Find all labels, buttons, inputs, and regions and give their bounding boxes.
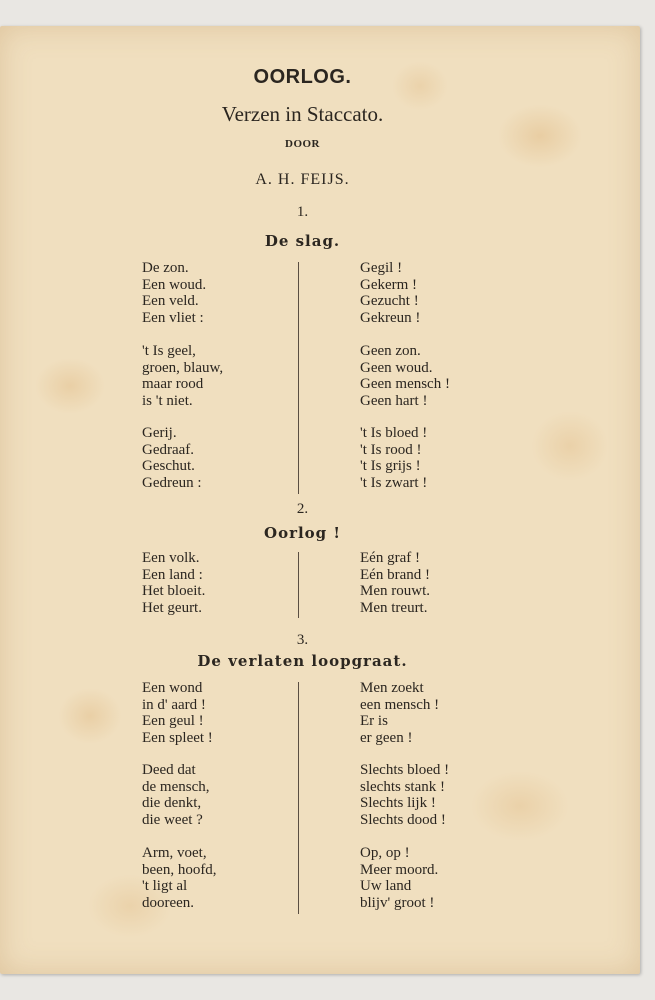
verse-line: Gedreun : [142,474,202,491]
verse-line: Het bloeit. [142,583,206,599]
verse-line: Het geurt. [142,599,202,616]
verse-line: Men treurt. [360,599,428,616]
verse-line: Arm, voet, [142,845,207,861]
verse-line: Meer moord. [360,861,439,878]
stanza-right [360,425,427,491]
verse-line: een mensch ! [360,696,440,713]
stanza-right [360,762,449,828]
column-divider [298,552,299,618]
verse-line: Op, op ! [360,845,410,861]
column-divider [298,682,299,914]
verse-line: Gekerm ! [360,276,418,293]
stanza-right [360,343,450,409]
verse-line: in d' aard ! [142,696,206,713]
stanza-right [360,550,430,616]
verse-line: Men rouwt. [360,583,430,599]
verse-line: Een veld. [142,293,199,309]
verse-line: maar rood [142,376,204,392]
verse-line: is 't niet. [142,392,193,409]
verse-line: Slechts dood ! [360,811,446,828]
verse-line: groen, blauw, [142,359,224,376]
verse-line: Een wond [142,680,203,696]
verse-line: 't Is bloed ! [360,425,428,441]
section-heading: De verlaten loopgraat. [197,652,408,670]
verse-line: 't Is zwart ! [360,474,428,491]
poem-subtitle: Verzen in Staccato. [221,102,384,126]
verse-line: Uw land [360,878,412,894]
verse-line: Geen zon. [360,343,421,359]
stanza-left [142,762,209,828]
stanza-left [142,343,223,409]
stanza-left [142,680,213,746]
verse-line: Gedraaf. [142,441,195,458]
verse-line: blijv' groot ! [360,894,435,911]
verse-line: Geschut. [142,458,195,474]
verse-line: de mensch, [142,778,210,795]
verse-line: Men zoekt [360,680,424,696]
section-heading: Oorlog ! [264,524,341,542]
verse-line: Gegil ! [360,260,403,276]
verse-line: dooreen. [142,894,195,911]
verse-line: Een vliet : [142,309,204,326]
verse-line: Gezucht ! [360,293,419,309]
column-divider [298,262,299,494]
verse-line: Er is [360,713,388,729]
byline: DOOR [285,138,320,150]
verse-line: Eén graf ! [360,550,420,566]
stanza-left [142,260,206,326]
verse-line: 't Is rood ! [360,441,422,458]
verse-line: 't ligt al [142,878,188,894]
stanza-right [360,845,438,911]
verse-line: 't Is geel, [142,343,196,359]
verse-line: Een woud. [142,276,207,293]
verse-line: been, hoofd, [142,861,217,878]
verse-line: die weet ? [142,811,203,828]
verse-line: Slechts lijk ! [360,795,436,811]
page-paper [0,26,640,974]
verse-line: Eén brand ! [360,566,430,583]
verse-line: er geen ! [360,729,413,746]
section-number: 3. [296,632,309,648]
verse-line: Slechts bloed ! [360,762,450,778]
verse-line: die denkt, [142,795,202,811]
section-heading: De slag. [264,232,341,250]
stanza-left [142,845,217,911]
author-name: A. H. FEIJS. [255,171,350,188]
stanza-left [142,550,205,616]
verse-line: Een volk. [142,550,200,566]
verse-line: Geen woud. [360,359,433,376]
verse-line: Een spleet ! [142,729,213,746]
verse-line: De zon. [142,260,189,276]
verse-line: slechts stank ! [360,778,445,795]
stanza-right [360,680,439,746]
section-number: 1. [296,204,309,220]
verse-line: 't Is grijs ! [360,458,421,474]
section-number: 2. [296,501,309,517]
stanza-right [360,260,420,326]
verse-line: Deed dat [142,762,196,778]
verse-line: Een geul ! [142,713,204,729]
verse-line: Geen mensch ! [360,376,450,392]
verse-line: Gerij. [142,425,177,441]
stanza-left [142,425,202,491]
verse-line: Geen hart ! [360,392,428,409]
poem-title: OORLOG. [253,66,352,88]
verse-line: Gekreun ! [360,309,421,326]
verse-line: Een land : [142,566,203,583]
